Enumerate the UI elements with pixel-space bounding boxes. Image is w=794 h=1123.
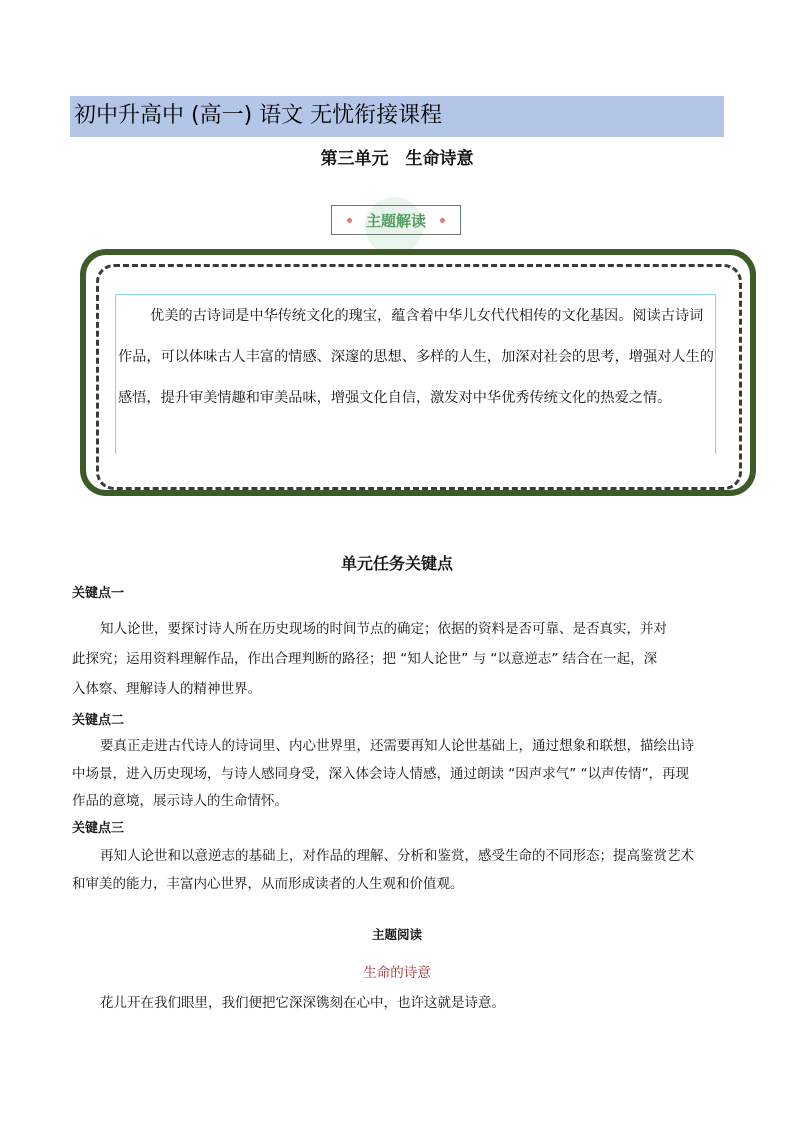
key-point-label-2: 关键点二: [72, 713, 125, 728]
paragraph-line: 中场景，进入历史现场，与诗人感同身受，深入体会诗人情感，通过朗读 “因声求气” “以声传情”，再现: [72, 765, 690, 782]
key-point-paragraph-1: [72, 614, 728, 704]
theme-badge: [331, 205, 461, 235]
key-point-paragraph-2: [72, 733, 728, 816]
key-point-paragraph-3: [72, 843, 728, 898]
key-point-label-3: 关键点三: [72, 821, 125, 836]
paragraph-line: 要真正走进古代诗人的诗词里、内心世界里，还需要再知人论世基础上，通过想象和联想，描绘出诗: [100, 738, 694, 754]
bullet-dot-icon: [440, 218, 445, 223]
bullet-dot-icon: [347, 218, 352, 223]
course-title-bar: [70, 96, 724, 137]
paragraph-line: 作品的意境，展示诗人的生命情怀。: [72, 793, 288, 809]
course-title: 初中升高中 (高一) 语文 无忧衔接课程: [74, 103, 443, 128]
paragraph-line: 再知人论世和以意逆志的基础上，对作品的理解、分析和鉴赏，感受生命的不同形态；提高鉴赏艺术: [100, 848, 694, 864]
key-points-heading: 单元任务关键点: [340, 554, 453, 573]
key-point-label-1: 关键点一: [72, 586, 125, 601]
article-paragraph: 花儿开在我们眼里，我们便把它深深镌刻在心中，也许这就是诗意。: [100, 995, 505, 1011]
article-title: 生命的诗意: [363, 965, 431, 981]
paragraph-line: 入体察、理解诗人的精神世界。: [72, 681, 261, 697]
unit-title: 第三单元 生命诗意: [320, 149, 474, 169]
theme-badge-label: 主题解读: [365, 211, 426, 230]
paragraph-line: 此探究；运用资料理解作品，作出合理判断的路径；把 “知人论世” 与 “以意逆志” 结合在一起，深: [72, 651, 658, 667]
intro-paragraph: 优美的古诗词是中华传统文化的瑰宝，蕴含着中华儿女代代相传的文化基因。阅读古诗词作品，可以体味古人丰富的情感、深邃的思想、多样的人生，加深对社会的思考，增强对人生的感悟，提升审美情趣和审美品味，增强文化自信，激发对中华优秀传统文化的热爱之情。: [115, 294, 716, 454]
paragraph-line: 知人论世，要探讨诗人所在历史现场的时间节点的确定；依据的资料是否可靠、是否真实，并对: [100, 621, 667, 637]
paragraph-line: 和审美的能力，丰富内心世界，从而形成读者的人生观和价值观。: [72, 875, 464, 892]
reading-heading: 主题阅读: [371, 927, 422, 942]
